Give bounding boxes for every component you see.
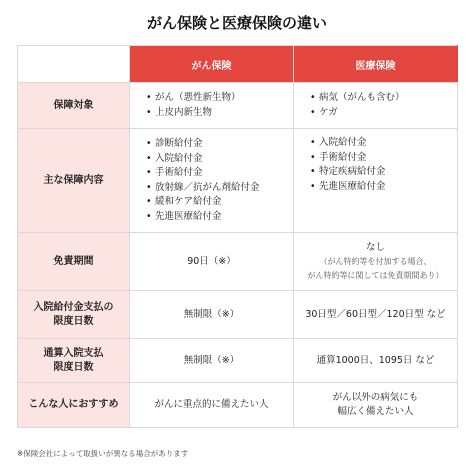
page-title: がん保険と医療保険の違い <box>146 14 327 32</box>
table-row-total-limit <box>18 339 458 383</box>
cell-cancer-coverage <box>130 83 294 129</box>
row-label-total-limit <box>18 339 130 383</box>
list-item: • 上皮内新生物 <box>146 106 293 121</box>
comparison-table <box>17 45 458 428</box>
list-item: • 特定疾病給付金 <box>310 165 457 180</box>
cell-medical-recommended <box>294 383 458 428</box>
row-label-coverage: 保障対象 <box>18 83 130 129</box>
row-label-line-1: 通算入院支払 <box>43 347 104 359</box>
table-header-row <box>18 46 458 83</box>
cell-cancer-hospital-limit: 無制限（※） <box>130 291 294 339</box>
list-item: • 入院給付金 <box>310 136 457 151</box>
exemption-none-text: なし <box>365 241 385 253</box>
list-item: • がん（悪性新生物） <box>146 91 293 106</box>
recommend-line-2: 幅広く備えたい人 <box>337 406 414 417</box>
row-label-line-2: 限度日数 <box>53 315 94 327</box>
list-item: • ケガ <box>310 106 457 121</box>
row-label-line-1: 入院給付金支払の <box>33 301 114 313</box>
table-row-hospital-limit <box>18 291 458 339</box>
list-item: • 放射線／抗がん剤給付金 <box>146 181 293 196</box>
row-label-line-2: 限度日数 <box>53 361 94 373</box>
column-header-medical: 医療保険 <box>294 46 458 83</box>
cell-medical-hospital-limit: 30日型／60日型／120日型 など <box>294 291 458 339</box>
table-row-main-coverage <box>18 129 458 233</box>
table-row-recommended <box>18 383 458 428</box>
list-item: • 緩和ケア給付金 <box>146 195 293 210</box>
cell-medical-exemption-period <box>294 233 458 291</box>
table-row-coverage <box>18 83 458 129</box>
header-corner <box>18 46 130 83</box>
row-label-hospital-limit <box>18 291 130 339</box>
list-item: • 診断給付金 <box>146 137 293 152</box>
recommend-line-1: がん以外の病気にも <box>332 392 419 403</box>
cell-medical-main-coverage <box>294 129 458 233</box>
table-row-exemption-period <box>18 233 458 291</box>
row-label-recommended: こんな人におすすめ <box>18 383 130 428</box>
row-label-exemption-period: 免責期間 <box>18 233 130 291</box>
cell-medical-total-limit: 通算1000日、1095日 など <box>294 339 458 383</box>
cell-cancer-recommended: がんに重点的に備えたい人 <box>130 383 294 428</box>
exemption-note-line-2: がん特約等に関しては免責期間あり） <box>307 270 444 280</box>
cell-cancer-main-coverage <box>130 129 294 233</box>
exemption-note-line-1: （がん特約等を付加する場合、 <box>319 256 432 266</box>
list-item: • 先進医療給付金 <box>146 210 293 225</box>
list-item: • 病気（がんも含む） <box>310 91 457 106</box>
list-item: • 手術給付金 <box>310 151 457 166</box>
row-label-main-coverage: 主な保障内容 <box>18 129 130 233</box>
cell-cancer-total-limit: 無制限（※） <box>130 339 294 383</box>
list-item: • 先進医療給付金 <box>310 180 457 195</box>
footnote: ※保険会社によって取扱いが異なる場合があります <box>17 449 189 458</box>
list-item: • 手術給付金 <box>146 166 293 181</box>
cell-medical-coverage <box>294 83 458 129</box>
column-header-cancer: がん保険 <box>130 46 294 83</box>
list-item: • 入院給付金 <box>146 152 293 167</box>
cell-cancer-exemption-period: 90日（※） <box>130 233 294 291</box>
